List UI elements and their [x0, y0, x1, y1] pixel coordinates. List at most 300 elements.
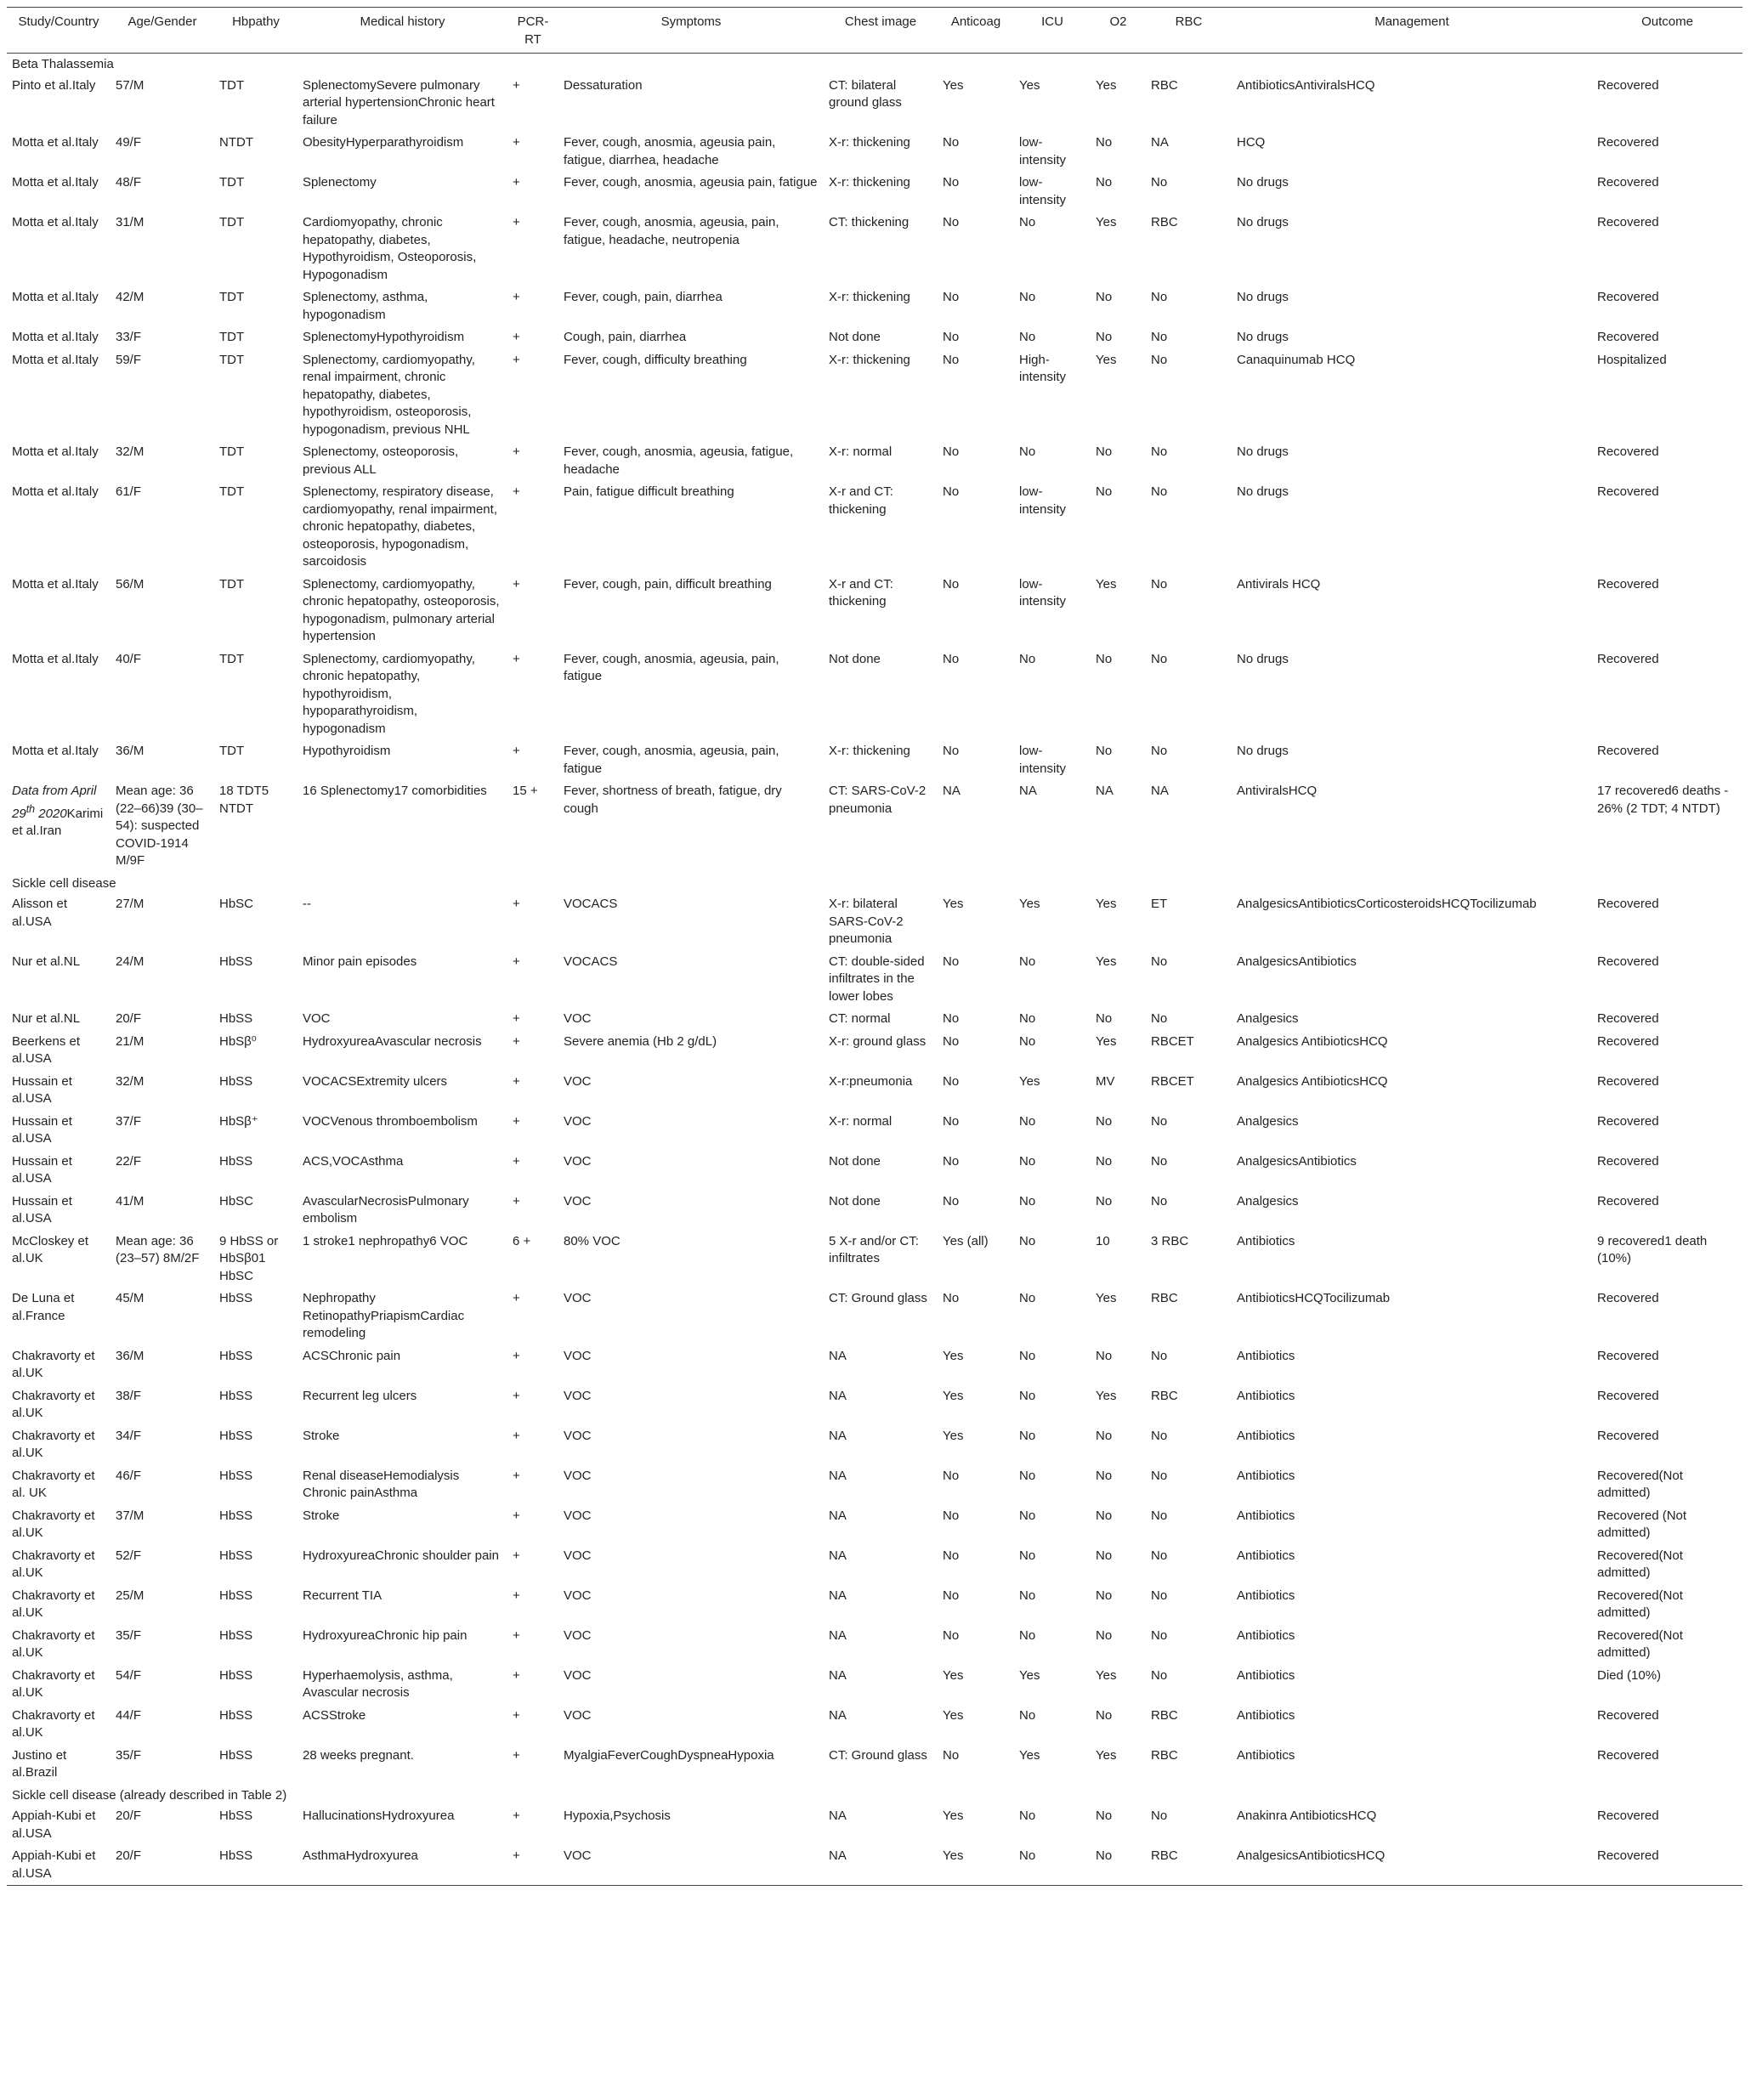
table-cell: SplenectomySevere pulmonary arterial hypertensionChronic heart failure [303, 77, 495, 127]
table-cell: AnalgesicsAntibiotics [1237, 1153, 1357, 1169]
table-cell: HbSS [219, 1348, 253, 1363]
table-container [7, 7, 1742, 1886]
table-cell: 25/M [116, 1588, 144, 1603]
table-row [7, 1625, 1742, 1665]
table-cell: Chakravorty et al.UK [12, 1428, 95, 1460]
table-cell: No [1019, 1113, 1036, 1129]
table-cell: RBC [1151, 1707, 1178, 1723]
table-cell: Recovered [1597, 1113, 1659, 1129]
table-cell: NA [829, 1348, 847, 1363]
table-cell: Recovered [1597, 1073, 1659, 1089]
table-cell: NA [829, 1388, 847, 1403]
table-cell: 41/M [116, 1193, 144, 1208]
table-cell: HbSS [219, 1388, 253, 1403]
table-cell: Recovered(Not admitted) [1597, 1588, 1683, 1620]
table-cell: Analgesics [1237, 1011, 1299, 1026]
table-cell: No [1019, 1468, 1036, 1483]
table-cell: Renal diseaseHemodialysis Chronic painAsthma [303, 1468, 460, 1500]
table-cell: No [943, 1073, 960, 1089]
table-cell: No [943, 1468, 960, 1483]
table-cell: -- [303, 897, 311, 911]
table-cell: No [943, 1011, 960, 1026]
table-cell: NA [1019, 784, 1037, 798]
table-cell [7, 780, 110, 873]
table-cell: 21/M [116, 1033, 144, 1049]
table-cell: 34/F [116, 1428, 142, 1443]
table-cell: + [513, 1113, 520, 1129]
table-row [7, 172, 1742, 212]
table-cell: TDT [219, 444, 245, 459]
table-cell: No [1151, 1153, 1168, 1169]
table-cell: TDT [219, 290, 245, 304]
table-cell: Splenectomy, respiratory disease, cardiomyopathy, renal impairment, chronic hepatopathy, diabetes, osteoporosis, hypogonadism, sarcoidosis [303, 484, 497, 569]
table-cell: Yes [943, 1388, 964, 1403]
table-cell: Antibiotics [1237, 1508, 1295, 1523]
table-cell: CT: Ground glass [829, 1747, 927, 1763]
table-cell: Beerkens et al.USA [12, 1033, 81, 1066]
table-cell: 3 RBC [1151, 1233, 1189, 1248]
table-cell: No drugs [1237, 175, 1289, 190]
table-cell: TDT [219, 484, 245, 499]
table-cell: No [1096, 135, 1113, 150]
table-cell: NA [829, 1848, 847, 1863]
table-cell: Canaquinumab HCQ [1237, 352, 1356, 367]
table-cell: VOC [564, 1193, 592, 1208]
table-cell: Not done [829, 330, 881, 344]
table-row [7, 1705, 1742, 1745]
table-cell: Fever, cough, anosmia, ageusia, fatigue, headache [564, 444, 794, 477]
table-cell: Recovered [1597, 1388, 1659, 1403]
table-cell: Nur et al.NL [12, 1011, 81, 1026]
table-cell: No [1096, 444, 1113, 459]
table-cell: No [1151, 484, 1168, 499]
table-cell: + [513, 444, 520, 459]
table-cell: 35/F [116, 1627, 142, 1643]
table-cell: NA [829, 1808, 847, 1823]
table-cell: RBC [1151, 1848, 1178, 1863]
table-cell: Fever, cough, pain, difficult breathing [564, 576, 772, 592]
table-cell: 10 [1096, 1233, 1110, 1248]
table-cell: Nephropathy RetinopathyPriapismCardiac remodeling [303, 1291, 465, 1340]
table-cell: No [943, 1113, 960, 1129]
table-cell: CT: SARS-CoV-2 pneumonia [829, 784, 926, 816]
table-cell: No [1096, 1548, 1113, 1563]
table-cell: No [1019, 1848, 1036, 1863]
table-cell: No [943, 330, 960, 344]
table-cell: Yes [1096, 954, 1117, 969]
table-cell: 16 Splenectomy17 comorbidities [303, 784, 487, 798]
table-cell: TDT [219, 175, 245, 190]
table-cell: Hussain et al.USA [12, 1073, 72, 1106]
study-year-text: 2020 [35, 806, 67, 821]
table-cell: No [943, 1033, 960, 1049]
table-row [7, 1745, 1742, 1785]
table-row [7, 1191, 1742, 1231]
table-cell: Splenectomy, osteoporosis, previous ALL [303, 444, 459, 477]
table-cell: HydroxyureaChronic hip pain [303, 1627, 468, 1643]
table-cell: HbSS [219, 1073, 253, 1089]
table-cell: No [1151, 651, 1168, 666]
table-row [7, 1845, 1742, 1886]
table-cell: 36/M [116, 1348, 144, 1363]
table-cell: VOC [564, 1468, 592, 1483]
table-cell: Pain, fatigue difficult breathing [564, 484, 734, 499]
table-cell: 20/F [116, 1011, 142, 1026]
table-cell: VOCACS [564, 954, 618, 969]
table-cell: 1 stroke1 nephropathy6 VOC [303, 1233, 468, 1248]
table-cell: NA [829, 1588, 847, 1603]
table-cell: No [1151, 1348, 1168, 1363]
table-cell: + [513, 215, 520, 229]
table-cell: CT: thickening [829, 215, 910, 229]
table-cell: Hospitalized [1597, 352, 1667, 367]
table-cell: Chakravorty et al.UK [12, 1508, 95, 1540]
section-row [7, 873, 1742, 894]
table-cell: HydroxyureaAvascular necrosis [303, 1033, 482, 1049]
table-cell: No [1151, 352, 1168, 367]
table-cell: No [1151, 290, 1168, 304]
table-cell: No [1019, 651, 1036, 666]
table-row [7, 780, 1742, 873]
table-cell: Motta et al.Italy [12, 330, 99, 344]
table-cell: VOC [564, 1348, 592, 1363]
table-cell: Appiah-Kubi et al.USA [12, 1848, 96, 1881]
table-cell: HbSβ⁺ [219, 1113, 258, 1129]
table-cell: + [513, 1428, 520, 1443]
col-header: Management [1374, 14, 1449, 29]
table-cell: Nur et al.NL [12, 954, 81, 969]
table-cell: Recovered [1597, 444, 1659, 459]
table-cell: AnalgesicsAntibioticsHCQ [1237, 1848, 1386, 1863]
table-cell: HbSS [219, 1747, 253, 1763]
table-cell: NA [829, 1548, 847, 1563]
table-cell: Yes [1019, 897, 1040, 911]
study-date-sup: th [26, 802, 36, 815]
table-cell: Cough, pain, diarrhea [564, 330, 687, 344]
col-header: ICU [1041, 14, 1063, 29]
table-row [7, 132, 1742, 172]
table-cell: Recovered (Not admitted) [1597, 1508, 1687, 1540]
table-cell: Recovered [1597, 576, 1659, 592]
table-cell: Stroke [303, 1508, 340, 1523]
table-cell: 37/M [116, 1508, 144, 1523]
table-cell: X-r: normal [829, 444, 892, 459]
table-cell: + [513, 175, 520, 190]
table-cell: Yes [943, 1428, 964, 1443]
table-cell: Yes [1096, 1388, 1117, 1403]
table-row [7, 1231, 1742, 1288]
table-cell: 17 recovered6 deaths - 26% (2 TDT; 4 NTDT) [1597, 784, 1729, 816]
table-row [7, 740, 1742, 780]
table-cell: No drugs [1237, 444, 1289, 459]
table-row [7, 1425, 1742, 1465]
table-row [7, 1008, 1742, 1031]
table-cell: Motta et al.Italy [12, 290, 99, 304]
table-cell: Not done [829, 651, 881, 666]
table-cell: No drugs [1237, 330, 1289, 344]
table-cell: No [1096, 651, 1113, 666]
table-cell: No [1151, 1113, 1168, 1129]
table-cell: + [513, 1548, 520, 1563]
table-cell: + [513, 1291, 520, 1305]
table-cell: Antibiotics [1237, 1707, 1295, 1723]
table-cell: HCQ [1237, 135, 1266, 150]
table-cell: VOCACSExtremity ulcers [303, 1073, 448, 1089]
table-cell: Fever, cough, anosmia, ageusia, pain, fatigue, headache, neutropenia [564, 215, 779, 247]
table-cell: Recovered [1597, 1348, 1659, 1363]
table-cell: No [1019, 1428, 1036, 1443]
table-cell: Recovered [1597, 1747, 1659, 1763]
table-cell: 80% VOC [564, 1233, 620, 1248]
table-cell: No [1151, 576, 1168, 592]
table-cell: 36/M [116, 744, 144, 758]
table-cell: No [943, 744, 960, 758]
table-cell: + [513, 1073, 520, 1089]
table-cell: McCloskey et al.UK [12, 1233, 89, 1265]
study-name-text: Karimi et al.Iran [12, 806, 104, 838]
table-cell: ObesityHyperparathyroidism [303, 135, 464, 150]
table-row [7, 441, 1742, 481]
table-cell: Appiah-Kubi et al.USA [12, 1808, 96, 1841]
table-cell: NA [829, 1707, 847, 1723]
table-cell: No [1019, 215, 1036, 229]
table-cell: No [1019, 330, 1036, 344]
table-cell: No [1151, 444, 1168, 459]
table-cell: No [1096, 1508, 1113, 1523]
table-cell: 42/M [116, 290, 144, 304]
table-cell: Analgesics [1237, 1193, 1299, 1208]
table-cell: No [943, 1508, 960, 1523]
table-cell: 35/F [116, 1747, 142, 1763]
table-cell: + [513, 1808, 520, 1823]
table-cell: Yes [1019, 77, 1040, 93]
table-cell: X-r: thickening [829, 352, 910, 367]
table-cell: HbSS [219, 954, 253, 969]
table-cell: + [513, 330, 520, 344]
table-cell: RBC [1151, 215, 1178, 229]
table-cell: No [1096, 1627, 1113, 1643]
table-cell: Chakravorty et al.UK [12, 1388, 95, 1420]
table-cell: Yes [1096, 1291, 1117, 1305]
table-cell: + [513, 1707, 520, 1723]
table-cell: Yes [943, 1808, 964, 1823]
table-cell: 40/F [116, 651, 142, 666]
table-cell: No [1151, 954, 1168, 969]
table-cell: Recovered [1597, 215, 1659, 229]
table-cell: X-r: thickening [829, 175, 910, 190]
table-cell: + [513, 1747, 520, 1763]
table-cell: Motta et al.Italy [12, 352, 99, 367]
table-cell: No [1096, 1848, 1113, 1863]
col-header: Age/Gender [128, 14, 197, 29]
table-cell: Pinto et al.Italy [12, 77, 96, 93]
table-cell: HydroxyureaChronic shoulder pain [303, 1548, 499, 1563]
table-cell: Recovered [1597, 1848, 1659, 1863]
table-cell: Fever, cough, pain, diarrhea [564, 290, 722, 304]
table-cell: No [1096, 1588, 1113, 1603]
table-cell: Died (10%) [1597, 1667, 1662, 1683]
table-cell: Minor pain episodes [303, 954, 417, 969]
table-cell: Splenectomy [303, 175, 377, 190]
table-cell: No drugs [1237, 651, 1289, 666]
table-cell: No [943, 954, 960, 969]
table-cell: Recovered [1597, 77, 1659, 93]
table-cell: Analgesics [1237, 1113, 1299, 1129]
section-title: Sickle cell disease [12, 875, 116, 891]
table-cell: HbSS [219, 1011, 253, 1026]
table-cell: No [1019, 954, 1036, 969]
table-cell: + [513, 744, 520, 758]
table-cell: ACSStroke [303, 1707, 366, 1723]
table-row [7, 326, 1742, 349]
table-row [7, 1545, 1742, 1585]
table-row [7, 1151, 1742, 1191]
table-cell: Yes [1096, 897, 1117, 911]
table-cell: RBCET [1151, 1073, 1194, 1089]
table-cell: No [1151, 175, 1168, 190]
table-cell: X-r: normal [829, 1113, 892, 1129]
table-cell: VOC [564, 1588, 592, 1603]
table-cell: NA [829, 1508, 847, 1523]
table-cell: 33/F [116, 330, 142, 344]
table-cell: No [943, 135, 960, 150]
table-cell: Fever, cough, anosmia, ageusia, pain, fatigue [564, 651, 779, 683]
table-cell: No [943, 215, 960, 229]
table-cell: HbSS [219, 1291, 253, 1305]
table-row [7, 893, 1742, 951]
table-cell: No [1151, 1808, 1168, 1823]
table-cell: Recovered [1597, 1291, 1659, 1305]
table-cell: TDT [219, 330, 245, 344]
table-cell: HbSC [219, 897, 254, 911]
table-cell: No [1151, 1667, 1168, 1683]
table-cell: No [1151, 1011, 1168, 1026]
table-row [7, 1288, 1742, 1345]
table-row [7, 481, 1742, 574]
table-cell: + [513, 1468, 520, 1483]
table-cell: 6 + [513, 1233, 531, 1248]
table-cell: 49/F [116, 135, 142, 150]
table-cell: Yes [1096, 215, 1117, 229]
table-cell: Recovered [1597, 1011, 1659, 1026]
table-row [7, 75, 1742, 133]
col-header: Symptoms [660, 14, 722, 29]
table-cell: Mean age: 36 (22–66)39 (30–54): suspected COVID-1914 M/9F [116, 784, 203, 868]
table-cell: HbSC [219, 1193, 254, 1208]
table-cell: AntibioticsAntiviralsHCQ [1237, 77, 1375, 93]
table-cell: VOC [564, 1627, 592, 1643]
table-cell: + [513, 1033, 520, 1049]
table-cell: Antibiotics [1237, 1667, 1295, 1683]
table-cell: CT: bilateral ground glass [829, 77, 902, 110]
table-cell: Antibiotics [1237, 1627, 1295, 1643]
table-cell: low-intensity [1019, 484, 1067, 517]
table-cell: No [943, 1627, 960, 1643]
table-cell: No [1019, 1627, 1036, 1643]
table-cell: VOC [564, 1667, 592, 1683]
table-cell: NA [1151, 135, 1169, 150]
table-cell: + [513, 290, 520, 304]
table-cell: No drugs [1237, 290, 1289, 304]
table-cell: 9 HbSS or HbSβ01 HbSC [219, 1233, 279, 1283]
table-cell: Recovered [1597, 744, 1659, 758]
table-cell: VOC [564, 1428, 592, 1443]
table-cell: Recovered [1597, 954, 1659, 969]
table-cell: X-r: thickening [829, 135, 910, 150]
table-cell: TDT [219, 744, 245, 758]
table-cell: + [513, 1348, 520, 1363]
table-body [7, 54, 1742, 1886]
table-cell: No [943, 1588, 960, 1603]
table-cell: 27/M [116, 897, 144, 911]
table-cell: No [1096, 1808, 1113, 1823]
table-cell: No [943, 1193, 960, 1208]
table-cell: No drugs [1237, 484, 1289, 499]
table-cell: No [943, 1548, 960, 1563]
table-cell: RBC [1151, 1747, 1178, 1763]
table-cell: Yes [1096, 576, 1117, 592]
table-cell: Splenectomy, cardiomyopathy, renal impairment, chronic hepatopathy, diabetes, hypothyroidism, osteoporosis, hypogonadism, previous NHL [303, 352, 475, 437]
table-cell: + [513, 1588, 520, 1603]
table-cell: Recovered [1597, 1428, 1659, 1443]
table-cell: No [1096, 290, 1113, 304]
table-cell: HbSS [219, 1428, 253, 1443]
table-cell: VOCACS [564, 897, 618, 911]
table-cell: low-intensity [1019, 175, 1067, 207]
table-cell: + [513, 352, 520, 367]
table-cell: TDT [219, 215, 245, 229]
table-cell: Hussain et al.USA [12, 1193, 72, 1225]
table-cell: 59/F [116, 352, 142, 367]
table-cell: Yes [1096, 1033, 1117, 1049]
table-cell: VOCVenous thromboembolism [303, 1113, 478, 1129]
section-row [7, 54, 1742, 75]
table-cell: + [513, 1508, 520, 1523]
table-cell: X-r: thickening [829, 744, 910, 758]
table-cell: Motta et al.Italy [12, 651, 99, 666]
table-cell: No [1096, 330, 1113, 344]
table-cell: + [513, 484, 520, 499]
table-row [7, 1505, 1742, 1545]
table-row [7, 1805, 1742, 1845]
table-cell: Cardiomyopathy, chronic hepatopathy, diabetes, Hypothyroidism, Osteoporosis, Hypogonadism [303, 215, 477, 282]
table-cell: Mean age: 36 (23–57) 8M/2F [116, 1233, 200, 1265]
table-cell: VOC [564, 1011, 592, 1026]
table-row [7, 1345, 1742, 1385]
table-row [7, 574, 1742, 648]
table-cell: NA [829, 1667, 847, 1683]
table-cell: 48/F [116, 175, 142, 190]
table-cell: HbSS [219, 1848, 253, 1863]
table-cell: No drugs [1237, 744, 1289, 758]
table-cell: + [513, 1388, 520, 1403]
table-cell: No [1019, 1588, 1036, 1603]
table-cell: Antibiotics [1237, 1388, 1295, 1403]
col-header: Hbpathy [232, 14, 280, 29]
table-cell: Yes [943, 1848, 964, 1863]
table-cell: Stroke [303, 1428, 340, 1443]
table-cell: Antibiotics [1237, 1428, 1295, 1443]
table-cell: No [943, 576, 960, 592]
table-cell: No [1096, 1707, 1113, 1723]
table-cell: Hypoxia,Psychosis [564, 1808, 671, 1823]
section-title: Beta Thalassemia [12, 57, 114, 71]
table-cell: No [943, 352, 960, 367]
table-cell: No [943, 1747, 960, 1763]
table-cell: TDT [219, 651, 245, 666]
table-cell: Chakravorty et al.UK [12, 1667, 95, 1700]
table-cell: Antibiotics [1237, 1548, 1295, 1563]
